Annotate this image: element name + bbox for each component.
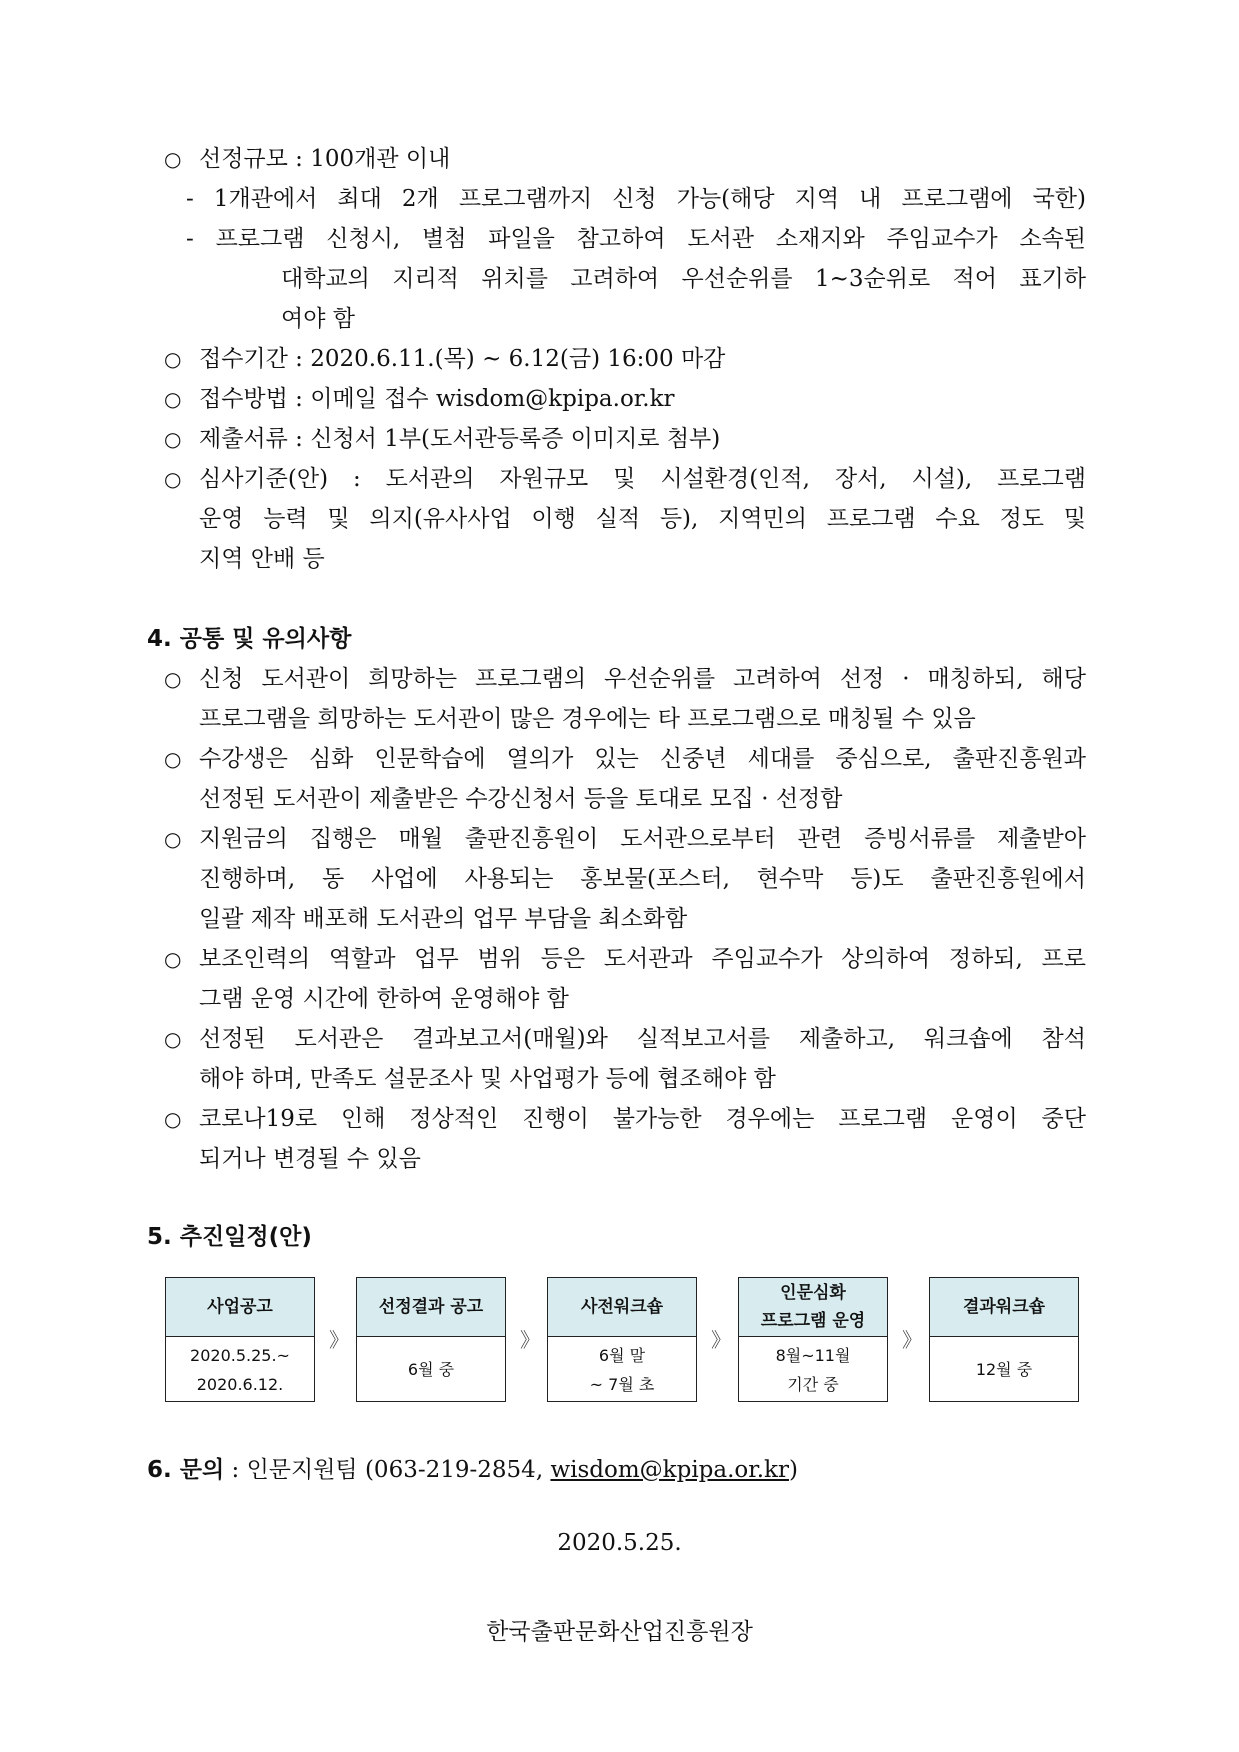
schedule-step-date: 6월 말 ~ 7월 초 xyxy=(589,1345,655,1394)
contact-separator: : xyxy=(224,1457,247,1483)
issuer-name: 한국출판문화산업진흥원장 xyxy=(486,1619,753,1645)
bullet-marker: ○ xyxy=(164,467,182,491)
contact-line xyxy=(147,1455,798,1485)
review-criteria-end: 지역 안배 등 xyxy=(199,546,325,572)
notice-item-2-cont: 선정된 도서관이 제출받은 수강신청서 등을 토대로 모집 · 선정함 xyxy=(199,786,843,812)
bullet-marker: ○ xyxy=(164,147,182,171)
required-documents: 제출서류 : 신청서 1부(도서관등록증 이미지로 첨부) xyxy=(199,426,721,452)
schedule-step-selection-result xyxy=(356,1277,506,1402)
schedule-step-pre-workshop xyxy=(547,1277,697,1402)
application-period: 접수기간 : 2020.6.11.(목) ~ 6.12(금) 16:00 마감 xyxy=(199,346,726,372)
notice-item-4-cont: 그램 운영 시간에 한하여 운영해야 함 xyxy=(199,986,569,1012)
bullet-marker: ○ xyxy=(164,347,182,371)
schedule-step-title: 결과워크숍 xyxy=(930,1278,1078,1337)
schedule-step-date: 8월~11월 기간 중 xyxy=(775,1345,851,1394)
section-5-heading: 5. 추진일정(안) xyxy=(147,1224,312,1250)
notice-item-5: 선정된 도서관은 결과보고서(매월)와 실적보고서를 제출하고, 워크숍에 참석 xyxy=(199,1026,1086,1052)
schedule-step-title: 선정결과 공고 xyxy=(357,1278,505,1337)
notice-item-3: 지원금의 집행은 매월 출판진흥원이 도서관으로부터 관련 증빙서류를 제출받아 xyxy=(199,826,1086,852)
bullet-marker: ○ xyxy=(164,387,182,411)
section-4-heading: 4. 공통 및 유의사항 xyxy=(147,626,352,652)
issue-date: 2020.5.25. xyxy=(557,1530,682,1556)
schedule-step-title: 사전워크숍 xyxy=(548,1278,696,1337)
schedule-step-date: 6월 중 xyxy=(407,1360,455,1379)
flow-arrow-icon: 》 xyxy=(329,1328,349,1352)
bullet-marker: ○ xyxy=(164,667,182,691)
notice-item-3-end: 일괄 제작 배포해 도서관의 업무 부담을 최소화함 xyxy=(199,906,688,932)
notice-item-4: 보조인력의 역할과 업무 범위 등은 도서관과 주임교수가 상의하여 정하되, 프로 xyxy=(199,946,1086,972)
bullet-marker: ○ xyxy=(164,1027,182,1051)
schedule-step-title: 인문심화 프로그램 운영 xyxy=(739,1278,887,1337)
bullet-marker: ○ xyxy=(164,947,182,971)
schedule-step-date: 2020.5.25.~ 2020.6.12. xyxy=(190,1345,290,1394)
schedule-step-result-workshop xyxy=(929,1277,1079,1402)
contact-team: 인문지원팀 (063-219-2854, xyxy=(246,1457,551,1483)
bullet-marker: ○ xyxy=(164,747,182,771)
selection-scale-sub-1: - 1개관에서 최대 2개 프로그램까지 신청 가능(해당 지역 내 프로그램에 국한) xyxy=(186,186,1086,212)
notice-item-1-cont: 프로그램을 희망하는 도서관이 많은 경우에는 타 프로그램으로 매칭될 수 있음 xyxy=(199,706,976,732)
notice-item-1: 신청 도서관이 희망하는 프로그램의 우선순위를 고려하여 선정 · 매칭하되, 해당 xyxy=(199,666,1086,692)
schedule-step-title: 사업공고 xyxy=(166,1278,314,1337)
section-6-label: 6. 문의 xyxy=(147,1457,225,1483)
application-method: 접수방법 : 이메일 접수 wisdom@kpipa.or.kr xyxy=(199,386,675,412)
notice-item-2: 수강생은 심화 인문학습에 열의가 있는 신중년 세대를 중심으로, 출판진흥원과 xyxy=(199,746,1086,772)
notice-item-6-cont: 되거나 변경될 수 있음 xyxy=(199,1146,421,1172)
schedule-step-program-operation xyxy=(738,1277,888,1402)
flow-arrow-icon: 》 xyxy=(520,1328,540,1352)
flow-arrow-icon: 》 xyxy=(902,1328,922,1352)
notice-item-6: 코로나19로 인해 정상적인 진행이 불가능한 경우에는 프로그램 운영이 중단 xyxy=(199,1106,1086,1132)
selection-scale: 선정규모 : 100개관 이내 xyxy=(199,146,451,172)
review-criteria-cont: 운영 능력 및 의지(유사사업 이행 실적 등), 지역민의 프로그램 수요 정도 및 xyxy=(199,506,1086,532)
notice-item-3-cont: 진행하며, 동 사업에 사용되는 홍보물(포스터, 현수막 등)도 출판진흥원에서 xyxy=(199,866,1086,892)
contact-close: ) xyxy=(788,1457,798,1483)
flow-arrow-icon: 》 xyxy=(711,1328,731,1352)
bullet-marker: ○ xyxy=(164,827,182,851)
selection-scale-sub-2-end: 여야 함 xyxy=(281,306,355,332)
bullet-marker: ○ xyxy=(164,427,182,451)
selection-scale-sub-2: - 프로그램 신청시, 별첨 파일을 참고하여 도서관 소재지와 주임교수가 소속된 xyxy=(186,226,1086,252)
selection-scale-sub-2-cont: 대학교의 지리적 위치를 고려하여 우선순위를 1~3순위로 적어 표기하 xyxy=(281,266,1086,292)
review-criteria: 심사기준(안) : 도서관의 자원규모 및 시설환경(인적, 장서, 시설), 프로그램 xyxy=(199,466,1086,492)
bullet-marker: ○ xyxy=(164,1107,182,1131)
schedule-step-date: 12월 중 xyxy=(975,1360,1033,1379)
contact-email-link[interactable]: wisdom@kpipa.or.kr xyxy=(550,1457,789,1483)
notice-item-5-cont: 해야 하며, 만족도 설문조사 및 사업평가 등에 협조해야 함 xyxy=(199,1066,776,1092)
schedule-step-announcement xyxy=(165,1277,315,1402)
